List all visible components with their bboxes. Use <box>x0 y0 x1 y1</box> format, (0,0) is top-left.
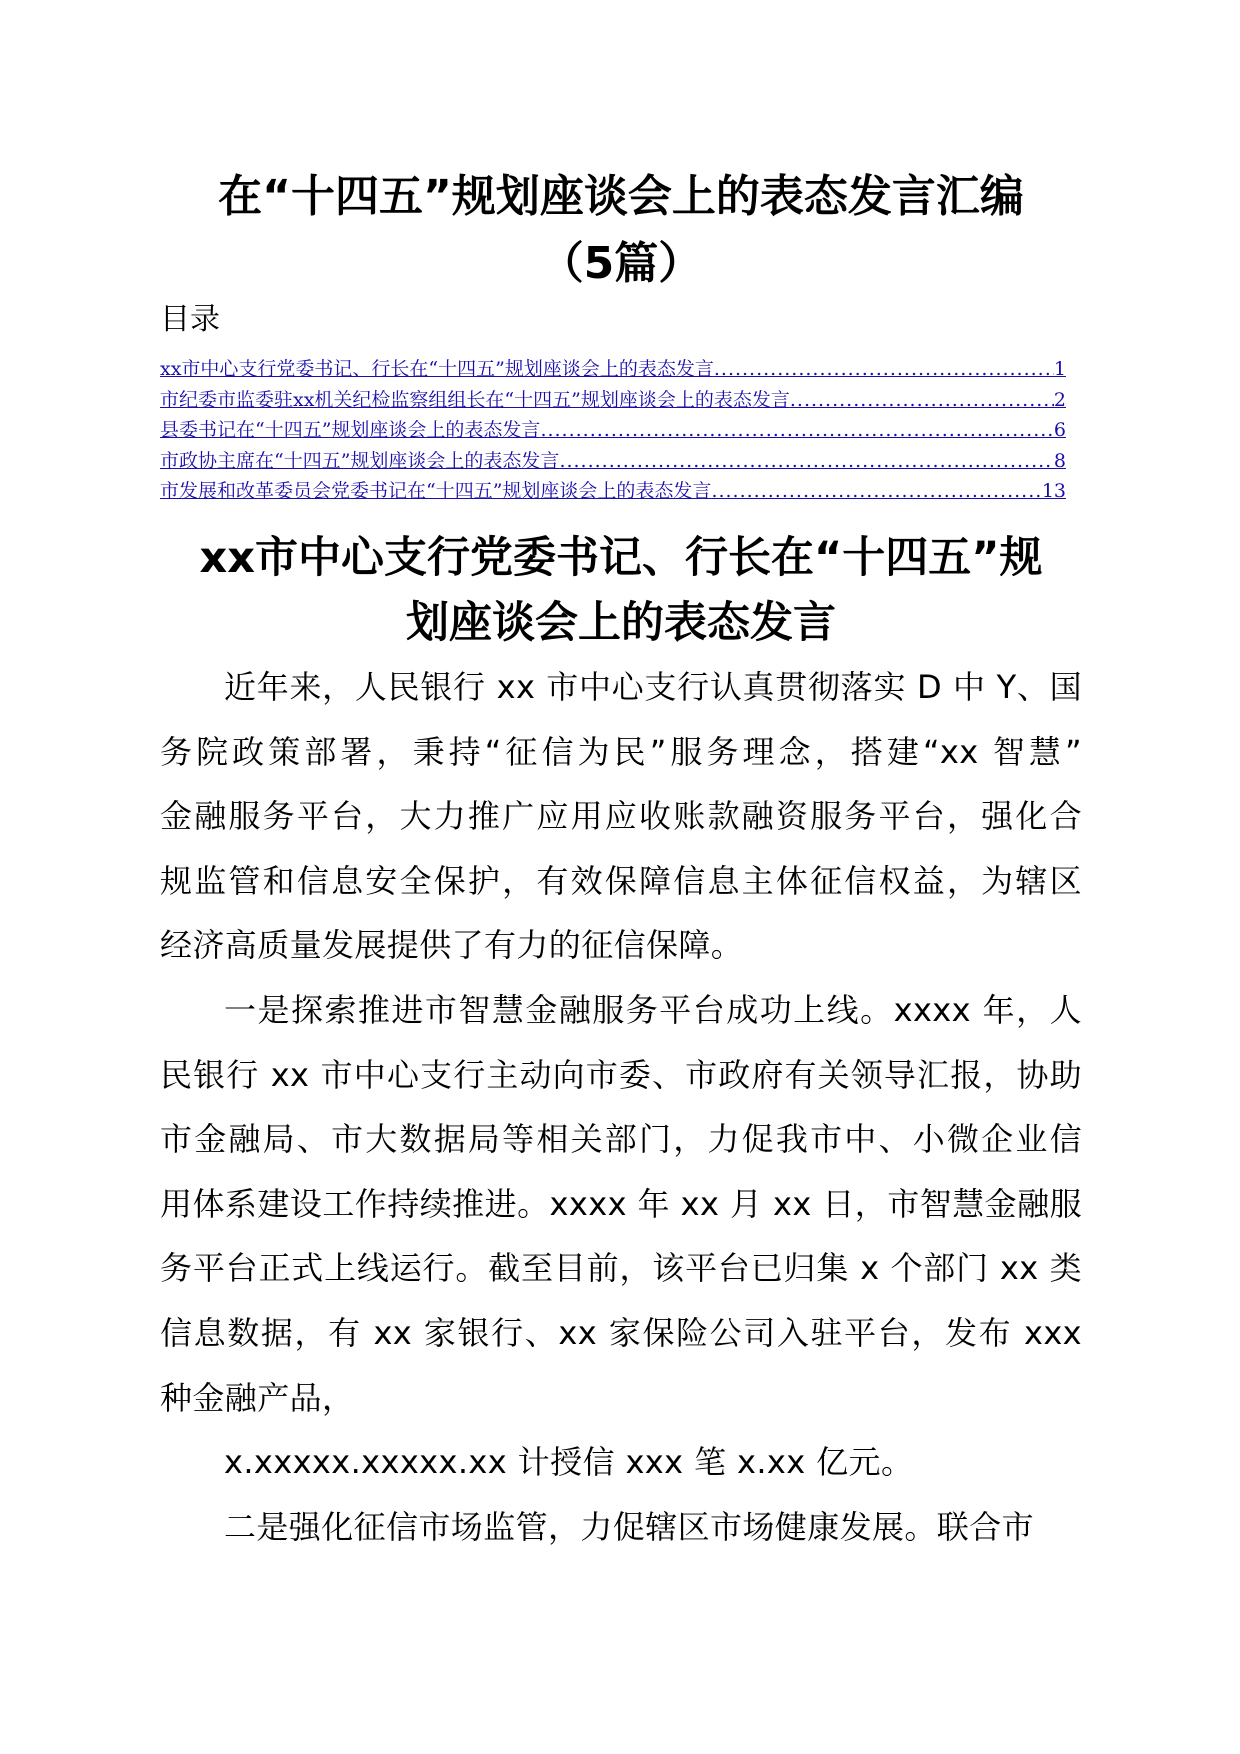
toc-entry-title: 市发展和改革委员会党委书记在“十四五”规划座谈会上的表态发言 <box>160 480 712 502</box>
toc-leader-dots <box>790 385 1054 415</box>
toc-entry-1[interactable] <box>160 354 1066 385</box>
toc-entry-2[interactable] <box>160 385 1066 416</box>
toc-heading: 目录 <box>160 302 220 337</box>
toc-entry-title: 市政协主席在“十四五”规划座谈会上的表态发言 <box>160 449 560 472</box>
paragraph-line: 用体系建设工作持续推进。xxxx 年 xx 月 xx 日，市智慧金融服 <box>160 1184 1082 1223</box>
toc-entry-page: 6 <box>1053 419 1066 441</box>
toc-entry-page: 13 <box>1041 480 1066 502</box>
toc-entry-title: 县委书记在“十四五”规划座谈会上的表态发言 <box>160 419 541 441</box>
article-body <box>160 655 1082 1559</box>
paragraph-line: 金融服务平台，大力推广应用应收账款融资服务平台，强化合 <box>160 797 1082 836</box>
toc-entry-page: 8 <box>1053 449 1066 472</box>
article-title-line-1: xx市中心支行党委书记、行长在“十四五”规 <box>199 533 1043 583</box>
paragraph-line: 近年来，人民银行 xx 市中心支行认真贯彻落实 D 中 Y、国 <box>224 668 1082 706</box>
toc-leader-dots <box>714 354 1054 384</box>
paragraph-line: 民银行 xx 市中心支行主动向市委、市政府有关领导汇报，协助 <box>160 1055 1082 1094</box>
paragraph-point-two <box>160 1495 1082 1560</box>
toc-leader-dots <box>559 446 1053 476</box>
toc-entry-3[interactable] <box>160 415 1066 446</box>
table-of-contents <box>160 354 1066 507</box>
main-title-line-2: （5篇） <box>539 238 703 289</box>
paragraph-line: 务平台正式上线运行。截至目前，该平台已归集 x 个部门 xx 类 <box>160 1249 1082 1288</box>
toc-entry-title: xx市中心支行党委书记、行长在“十四五”规划座谈会上的表态发言 <box>160 358 714 380</box>
paragraph-credit-figure <box>160 1430 1082 1495</box>
paragraph-line: 二是强化征信市场监管，力促辖区市场健康发展。联合市 <box>224 1507 1035 1546</box>
paragraph-line: 一是探索推进市智慧金融服务平台成功上线。xxxx 年，人 <box>224 990 1082 1029</box>
toc-entry-4[interactable] <box>160 446 1066 477</box>
main-title-line-1: 在“十四五”规划座谈会上的表态发言汇编 <box>218 171 1024 222</box>
toc-leader-dots <box>711 476 1041 506</box>
paragraph-point-one <box>160 978 1082 1430</box>
toc-entry-page: 2 <box>1053 388 1066 411</box>
paragraph-intro <box>160 655 1082 978</box>
paragraph-line: 经济高质量发展提供了有力的征信保障。 <box>160 926 744 965</box>
article-title-line-2: 划座谈会上的表态发言 <box>406 598 836 648</box>
paragraph-line: 规监管和信息安全保护，有效保障信息主体征信权益，为辖区 <box>160 861 1082 900</box>
toc-entry-page: 1 <box>1053 358 1066 380</box>
toc-entry-5[interactable] <box>160 476 1066 507</box>
paragraph-line: 务院政策部署，秉持“征信为民”服务理念，搭建“xx 智慧” <box>160 732 1082 771</box>
paragraph-line: 种金融产品， <box>160 1378 355 1417</box>
paragraph-line: 信息数据，有 xx 家银行、xx 家保险公司入驻平台，发布 xxx <box>160 1313 1082 1352</box>
toc-leader-dots <box>540 415 1053 445</box>
toc-entry-title: 市纪委市监委驻xx机关纪检监察组组长在“十四五”规划座谈会上的表态发言 <box>160 388 790 411</box>
paragraph-line: x.xxxxx.xxxxx.xx 计授信 xxx 笔 x.xx 亿元。 <box>224 1443 914 1482</box>
paragraph-line: 市金融局、市大数据局等相关部门，力促我市中、小微企业信 <box>160 1120 1082 1159</box>
